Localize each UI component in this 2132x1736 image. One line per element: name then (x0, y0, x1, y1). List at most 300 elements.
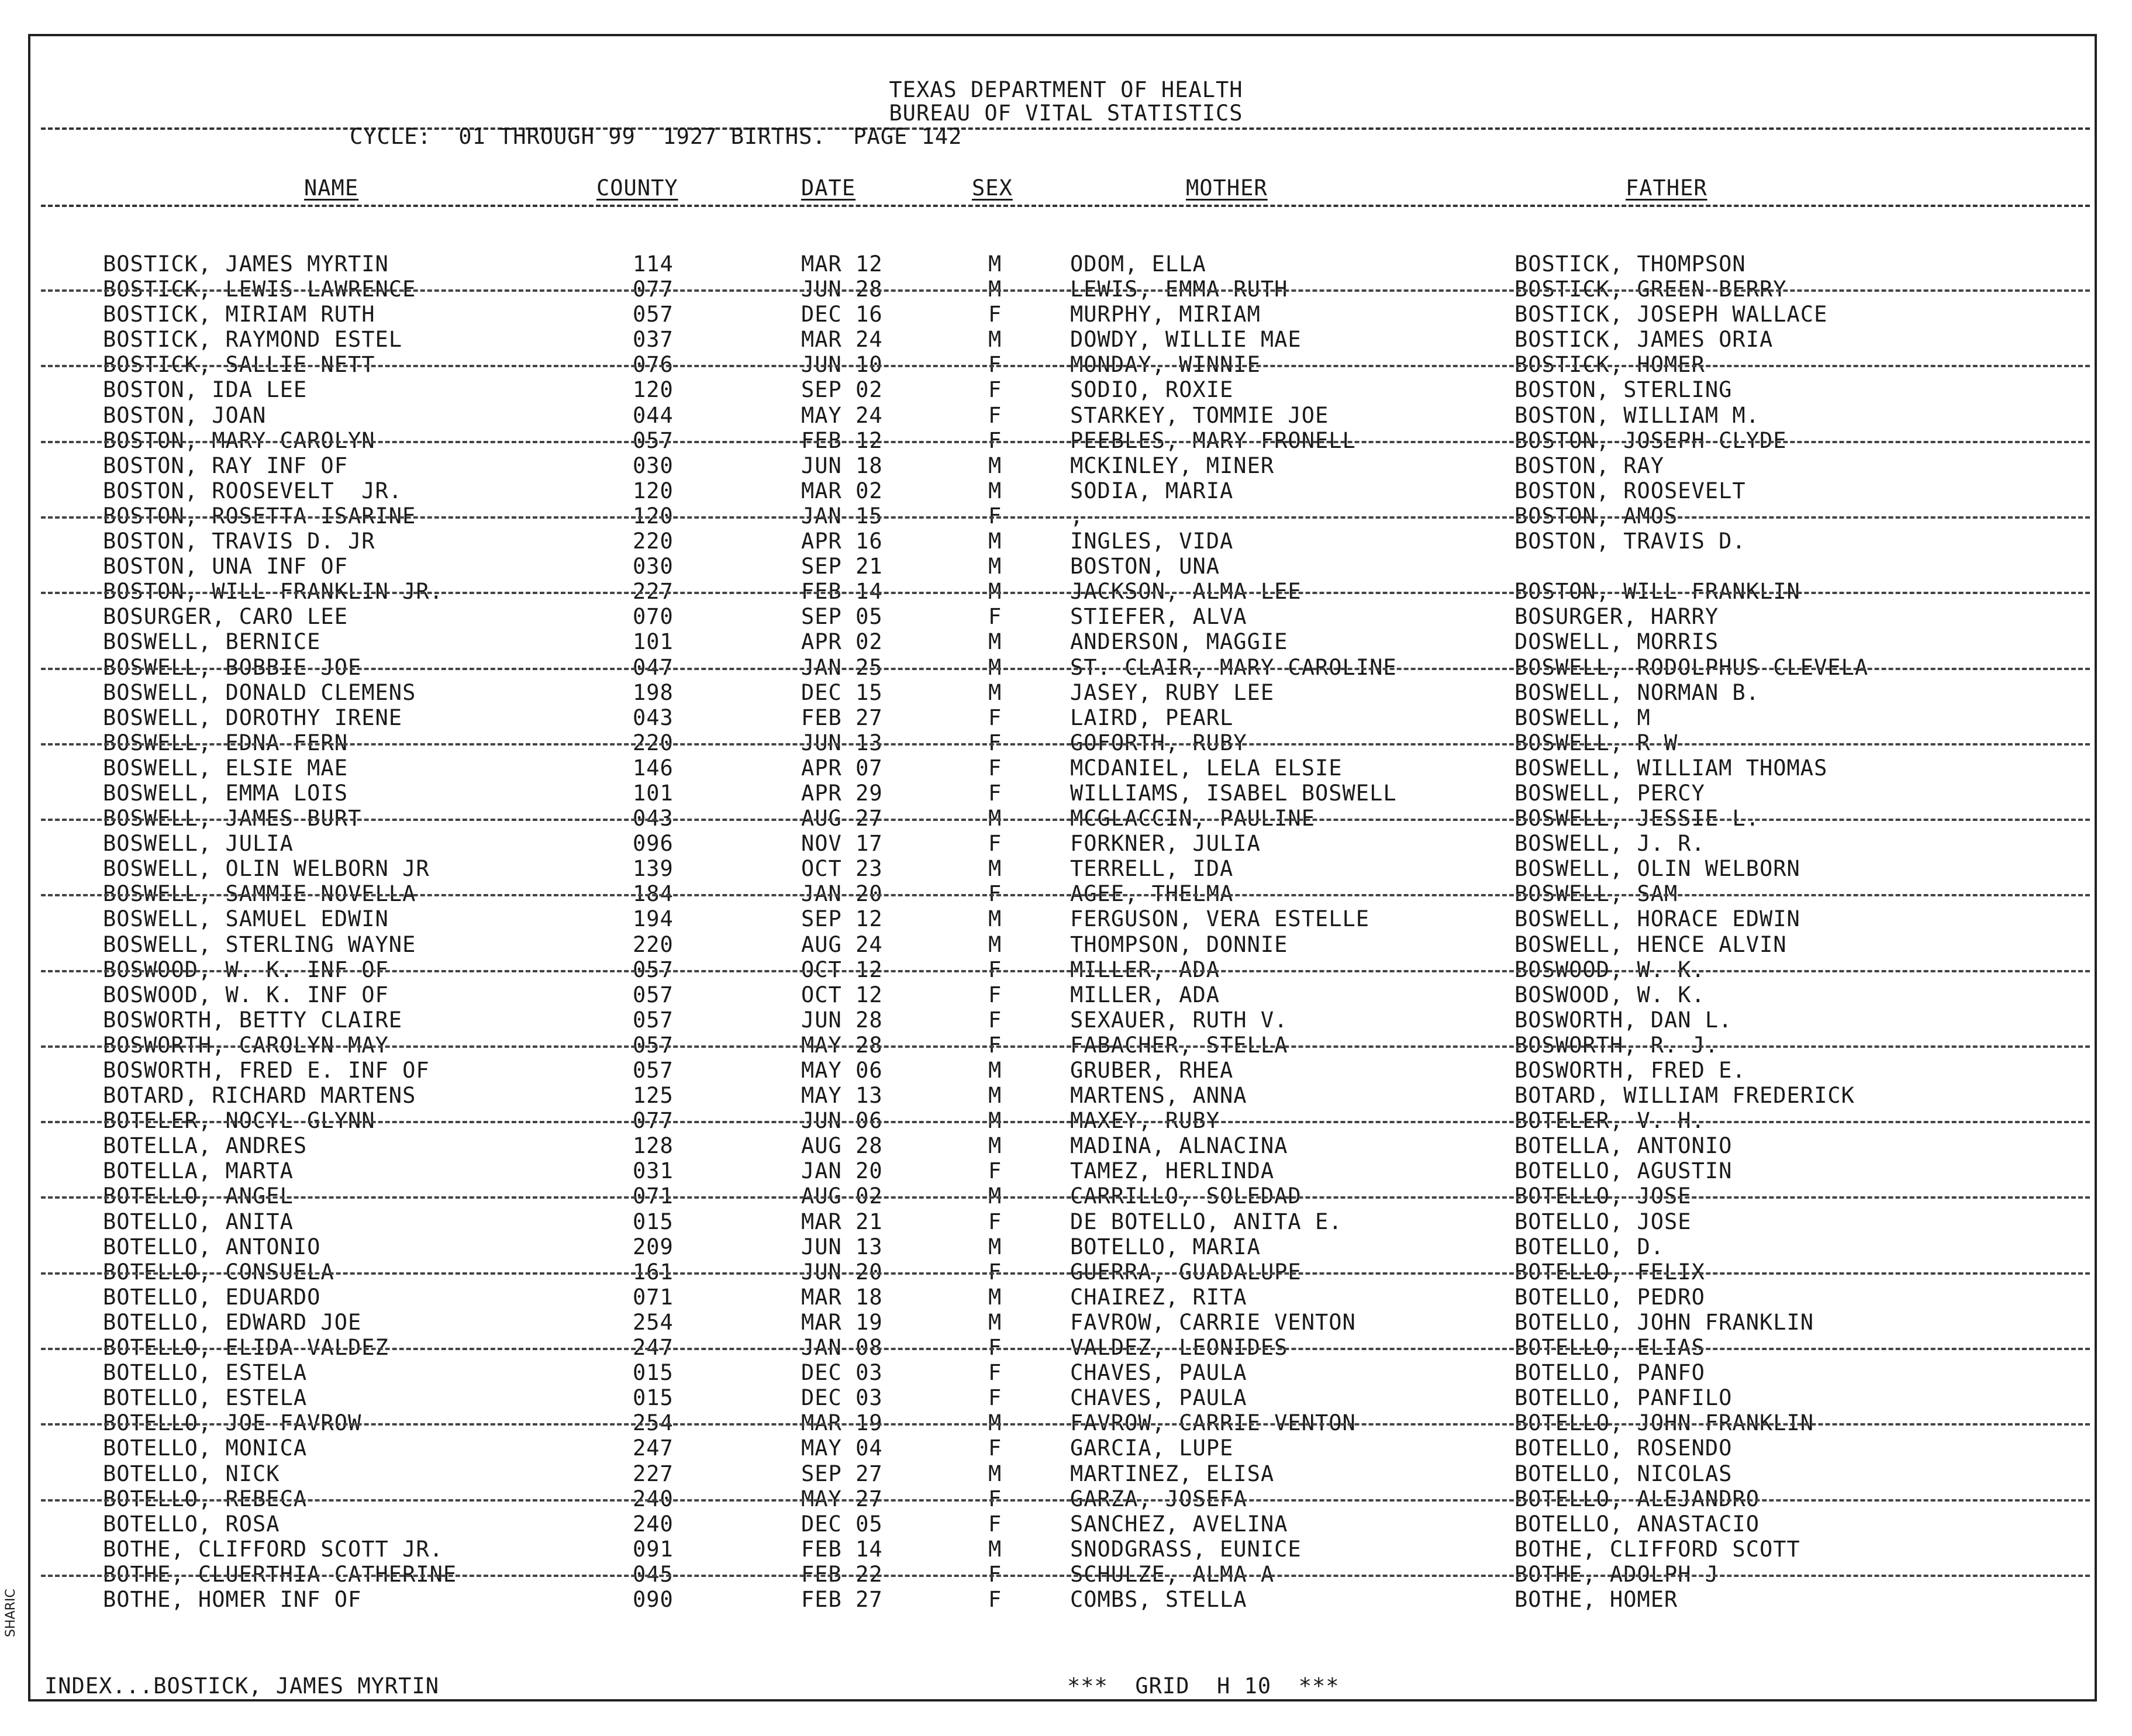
record-row (0, 453, 2132, 478)
cycle-line: CYCLE: 01 THROUGH 99 1927 BIRTHS. PAGE 142 (350, 124, 962, 149)
record-county: 057 (633, 1007, 674, 1033)
record-date: OCT 23 (801, 856, 883, 882)
record-date: DEC 03 (801, 1360, 883, 1386)
record-name: BOSTICK, JAMES MYRTIN (103, 251, 389, 277)
record-mother: ANDERSON, MAGGIE (1070, 629, 1288, 655)
record-row (0, 906, 2132, 931)
record-sex: F (988, 1007, 1002, 1033)
record-row (0, 781, 2132, 806)
record-row (0, 932, 2132, 957)
record-mother: JASEY, RUBY LEE (1070, 679, 1275, 705)
record-county: 015 (633, 1209, 674, 1234)
record-mother: TERRELL, IDA (1070, 856, 1234, 882)
record-row (0, 1461, 2132, 1486)
record-father: BOSTON, STERLING (1515, 377, 1733, 403)
record-row (0, 806, 2132, 831)
column-header-father: FATHER (1626, 175, 1707, 201)
record-county: 030 (633, 554, 674, 579)
record-name: BOSTON, ROSETTA ISARINE (103, 503, 416, 529)
record-sex: M (988, 629, 1002, 655)
record-mother: CARRILLO, SOLEDAD (1070, 1183, 1302, 1209)
record-name: BOSWOOD, W. K. INF OF (103, 957, 389, 982)
record-mother: ST. CLAIR, MARY CAROLINE (1070, 654, 1397, 680)
record-date: JUN 28 (801, 1007, 883, 1033)
record-county: 057 (633, 957, 674, 982)
footer-index: INDEX...BOSTICK, JAMES MYRTIN (44, 1673, 440, 1699)
record-name: BOSTICK, MIRIAM RUTH (103, 302, 375, 327)
record-mother: DE BOTELLO, ANITA E. (1070, 1209, 1343, 1234)
record-row (0, 327, 2132, 352)
record-county: 247 (633, 1435, 674, 1461)
record-name: BOSTON, IDA LEE (103, 377, 308, 403)
record-county: 120 (633, 377, 674, 403)
record-sex: M (988, 654, 1002, 680)
record-father: BOSTICK, GREEN BERRY (1515, 277, 1787, 302)
record-county: 057 (633, 427, 674, 453)
record-mother: MCGLACCIN, PAULINE (1070, 806, 1315, 831)
record-county: 071 (633, 1284, 674, 1310)
record-name: BOSWELL, OLIN WELBORN JR (103, 856, 430, 882)
record-sex: M (988, 1108, 1002, 1134)
record-sex: M (988, 1536, 1002, 1562)
record-father: BOTELLO, ALEJANDRO (1515, 1486, 1760, 1511)
record-row (0, 1562, 2132, 1587)
record-mother: FAVROW, CARRIE VENTON (1070, 1309, 1356, 1335)
record-date: JAN 15 (801, 503, 883, 529)
record-father: BOSTON, JOSEPH CLYDE (1515, 427, 1787, 453)
record-county: 043 (633, 705, 674, 730)
record-county: 101 (633, 629, 674, 655)
record-row (0, 1435, 2132, 1461)
record-row (0, 302, 2132, 327)
record-name: BOTELLA, ANDRES (103, 1133, 308, 1159)
record-name: BOSTON, JOAN (103, 402, 267, 428)
record-sex: M (988, 931, 1002, 957)
record-sex: M (988, 1410, 1002, 1436)
record-name: BOTELLO, ESTELA (103, 1385, 308, 1411)
record-date: DEC 05 (801, 1511, 883, 1537)
record-father: BOSTON, WILLIAM M. (1515, 402, 1760, 428)
record-row (0, 1486, 2132, 1511)
record-mother: DOWDY, WILLIE MAE (1070, 327, 1302, 353)
record-sex: F (988, 831, 1002, 857)
record-mother: BOSTON, UNA (1070, 554, 1220, 579)
record-name: BOSWELL, EMMA LOIS (103, 780, 348, 806)
record-county: 057 (633, 302, 674, 327)
record-county: 101 (633, 780, 674, 806)
records-list (0, 251, 2132, 1612)
column-header-separator (41, 205, 2090, 207)
record-row (0, 352, 2132, 377)
record-father: BOTHE, CLIFFORD SCOTT (1515, 1536, 1800, 1562)
record-mother: JACKSON, ALMA LEE (1070, 579, 1302, 605)
record-mother: MCDANIEL, LELA ELSIE (1070, 755, 1343, 781)
record-name: BOSWORTH, FRED E. INF OF (103, 1058, 430, 1083)
record-county: 015 (633, 1385, 674, 1411)
record-county: 220 (633, 931, 674, 957)
record-mother: AGEE, THELMA (1070, 881, 1234, 907)
record-date: JUN 06 (801, 1108, 883, 1134)
record-father: BOSTICK, HOMER (1515, 352, 1705, 378)
record-mother: STARKEY, TOMMIE JOE (1070, 402, 1329, 428)
record-mother: LAIRD, PEARL (1070, 705, 1234, 730)
record-date: JAN 25 (801, 654, 883, 680)
record-father: BOSWELL, NORMAN B. (1515, 679, 1760, 705)
record-mother: MILLER, ADA (1070, 982, 1220, 1007)
record-date: SEP 02 (801, 377, 883, 403)
record-county: 227 (633, 579, 674, 605)
record-sex: F (988, 503, 1002, 529)
record-mother: MILLER, ADA (1070, 957, 1220, 982)
record-row (0, 579, 2132, 604)
record-father: BOTELLO, FELIX (1515, 1259, 1705, 1285)
record-name: BOTELLO, MONICA (103, 1435, 308, 1461)
record-father: BOTELLO, JOHN FRANKLIN (1515, 1410, 1814, 1436)
record-sex: F (988, 402, 1002, 428)
record-county: 125 (633, 1083, 674, 1109)
record-row (0, 428, 2132, 453)
record-father: BOSTICK, JOSEPH WALLACE (1515, 302, 1828, 327)
record-sex: F (988, 730, 1002, 755)
record-row (0, 1183, 2132, 1209)
record-mother: GARCIA, LUPE (1070, 1435, 1234, 1461)
record-row (0, 1537, 2132, 1562)
record-father: BOSWELL, M (1515, 705, 1651, 730)
record-name: BOSWELL, BERNICE (103, 629, 321, 655)
record-father: DOSWELL, MORRIS (1515, 629, 1719, 655)
record-county: 096 (633, 831, 674, 857)
record-row (0, 1209, 2132, 1234)
record-date: FEB 27 (801, 705, 883, 730)
record-name: BOTHE, CLIFFORD SCOTT JR. (103, 1536, 443, 1562)
record-row (0, 1259, 2132, 1285)
record-sex: M (988, 1234, 1002, 1259)
record-sex: M (988, 453, 1002, 478)
record-father: BOTELLO, AGUSTIN (1515, 1158, 1733, 1184)
column-header-name: NAME (304, 175, 359, 201)
record-father: BOSURGER, HARRY (1515, 604, 1719, 630)
record-name: BOTELLO, ANGEL (103, 1183, 294, 1209)
record-county: 220 (633, 529, 674, 554)
record-father: BOSWORTH, DAN L. (1515, 1007, 1733, 1033)
record-father: BOSWELL, RODOLPHUS CLEVELA (1515, 654, 1869, 680)
record-father: BOSWELL, WILLIAM THOMAS (1515, 755, 1828, 781)
record-name: BOSWELL, BOBBIE JOE (103, 654, 362, 680)
record-row (0, 277, 2132, 302)
record-mother: INGLES, VIDA (1070, 529, 1234, 554)
record-sex: M (988, 327, 1002, 353)
record-sex: M (988, 856, 1002, 882)
header-bureau: BUREAU OF VITAL STATISTICS (889, 101, 1243, 126)
record-date: AUG 27 (801, 806, 883, 831)
record-father: BOSTICK, THOMPSON (1515, 251, 1746, 277)
record-sex: F (988, 780, 1002, 806)
record-county: 120 (633, 478, 674, 503)
record-row (0, 982, 2132, 1007)
record-mother: BOTELLO, MARIA (1070, 1234, 1261, 1259)
record-row (0, 1133, 2132, 1158)
record-row (0, 1234, 2132, 1259)
record-date: AUG 02 (801, 1183, 883, 1209)
record-county: 254 (633, 1309, 674, 1335)
column-header-date: DATE (801, 175, 856, 201)
record-father: BOTELER, V. H. (1515, 1108, 1705, 1134)
record-sex: F (988, 1259, 1002, 1285)
record-mother: , (1070, 503, 1084, 529)
record-row (0, 251, 2132, 277)
record-date: JUN 28 (801, 277, 883, 302)
record-mother: FERGUSON, VERA ESTELLE (1070, 906, 1370, 932)
record-mother: LEWIS, EMMA RUTH (1070, 277, 1288, 302)
record-row (0, 957, 2132, 982)
record-sex: F (988, 1385, 1002, 1411)
record-row (0, 529, 2132, 554)
record-date: APR 02 (801, 629, 883, 655)
record-name: BOSWELL, EDNA FERN (103, 730, 348, 755)
record-mother: MAXEY, RUBY (1070, 1108, 1220, 1134)
record-mother: MADINA, ALNACINA (1070, 1133, 1288, 1159)
record-father: BOTHE, ADOLPH J (1515, 1561, 1719, 1587)
record-father: BOSWORTH, FRED E. (1515, 1058, 1746, 1083)
record-father: BOSWELL, HORACE EDWIN (1515, 906, 1800, 932)
record-sex: M (988, 529, 1002, 554)
record-father: BOSWELL, OLIN WELBORN (1515, 856, 1800, 882)
record-father: BOSTON, WILL FRANKLIN (1515, 579, 1800, 605)
record-date: SEP 12 (801, 906, 883, 932)
record-row (0, 1007, 2132, 1033)
record-name: BOTELLO, ESTELA (103, 1360, 308, 1386)
record-mother: ODOM, ELLA (1070, 251, 1206, 277)
record-date: DEC 03 (801, 1385, 883, 1411)
record-sex: F (988, 1586, 1002, 1612)
record-row (0, 881, 2132, 906)
record-father: BOSTON, RAY (1515, 453, 1665, 478)
record-sex: M (988, 251, 1002, 277)
record-date: JUN 20 (801, 1259, 883, 1285)
record-row (0, 1058, 2132, 1083)
record-date: AUG 24 (801, 931, 883, 957)
record-row (0, 1385, 2132, 1410)
record-sex: F (988, 1335, 1002, 1361)
record-county: 227 (633, 1461, 674, 1486)
record-date: MAY 06 (801, 1058, 883, 1083)
record-sex: M (988, 906, 1002, 932)
record-row (0, 478, 2132, 503)
record-row (0, 1511, 2132, 1537)
record-sex: F (988, 427, 1002, 453)
record-name: BOSTON, WILL FRANKLIN JR. (103, 579, 443, 605)
record-date: FEB 14 (801, 579, 883, 605)
record-row (0, 730, 2132, 755)
record-date: JUN 13 (801, 730, 883, 755)
record-father: BOTELLA, ANTONIO (1515, 1133, 1733, 1159)
record-date: JAN 08 (801, 1335, 883, 1361)
record-name: BOTELLO, ELIDA VALDEZ (103, 1335, 389, 1361)
record-name: BOTELLO, ANITA (103, 1209, 294, 1234)
record-mother: STIEFER, ALVA (1070, 604, 1247, 630)
column-header-county: COUNTY (596, 175, 678, 201)
record-father: BOSWELL, HENCE ALVIN (1515, 931, 1787, 957)
record-mother: SODIA, MARIA (1070, 478, 1234, 503)
record-name: BOTELLO, CONSUELA (103, 1259, 334, 1285)
record-county: 057 (633, 1058, 674, 1083)
record-county: 128 (633, 1133, 674, 1159)
record-name: BOTELLO, ROSA (103, 1511, 280, 1537)
record-sex: M (988, 1083, 1002, 1109)
record-mother: CHAIREZ, RITA (1070, 1284, 1247, 1310)
record-county: 043 (633, 806, 674, 831)
record-date: APR 29 (801, 780, 883, 806)
record-date: MAY 28 (801, 1032, 883, 1058)
column-header-mother: MOTHER (1186, 175, 1268, 201)
record-row (0, 831, 2132, 856)
record-name: BOSWELL, DONALD CLEMENS (103, 679, 416, 705)
record-sex: F (988, 1360, 1002, 1386)
record-mother: GOFORTH, RUBY (1070, 730, 1247, 755)
record-county: 184 (633, 881, 674, 907)
record-name: BOTELER, NOCYL GLYNN (103, 1108, 375, 1134)
record-sex: F (988, 755, 1002, 781)
record-county: 090 (633, 1586, 674, 1612)
record-row (0, 503, 2132, 529)
record-sex: M (988, 579, 1002, 605)
record-date: MAR 21 (801, 1209, 883, 1234)
record-father: BOSWELL, JESSIE L. (1515, 806, 1760, 831)
record-row (0, 1108, 2132, 1133)
record-sex: M (988, 1284, 1002, 1310)
record-date: MAR 19 (801, 1309, 883, 1335)
record-father: BOTELLO, D. (1515, 1234, 1665, 1259)
record-mother: VALDEZ, LEONIDES (1070, 1335, 1288, 1361)
record-county: 071 (633, 1183, 674, 1209)
record-father: BOSWOOD, W. K. (1515, 957, 1705, 982)
record-father: BOSTON, AMOS (1515, 503, 1678, 529)
record-row (0, 856, 2132, 881)
record-date: JUN 18 (801, 453, 883, 478)
record-mother: GRUBER, RHEA (1070, 1058, 1234, 1083)
record-mother: FABACHER, STELLA (1070, 1032, 1288, 1058)
record-father: BOTELLO, PANFILO (1515, 1385, 1733, 1411)
record-father: BOTELLO, ELIAS (1515, 1335, 1705, 1361)
header-department: TEXAS DEPARTMENT OF HEALTH (889, 77, 1243, 102)
record-county: 057 (633, 982, 674, 1007)
record-mother: SODIO, ROXIE (1070, 377, 1234, 403)
record-name: BOTELLO, NICK (103, 1461, 280, 1486)
column-header-sex: SEX (972, 175, 1013, 201)
record-mother: MARTINEZ, ELISA (1070, 1461, 1275, 1486)
record-county: 120 (633, 503, 674, 529)
record-county: 030 (633, 453, 674, 478)
record-father: BOSTON, TRAVIS D. (1515, 529, 1746, 554)
record-mother: TAMEZ, HERLINDA (1070, 1158, 1275, 1184)
record-name: BOTELLO, EDWARD JOE (103, 1309, 362, 1335)
record-name: BOSWORTH, BETTY CLAIRE (103, 1007, 403, 1033)
record-date: JAN 20 (801, 1158, 883, 1184)
record-name: BOSTON, MARY CAROLYN (103, 427, 375, 453)
record-mother: SNODGRASS, EUNICE (1070, 1536, 1302, 1562)
record-county: 247 (633, 1335, 674, 1361)
record-father: BOTELLO, NICOLAS (1515, 1461, 1733, 1486)
record-name: BOTELLO, ANTONIO (103, 1234, 321, 1259)
record-name: BOSTICK, LEWIS LAWRENCE (103, 277, 416, 302)
record-county: 254 (633, 1410, 674, 1436)
record-sex: F (988, 1511, 1002, 1537)
record-father: BOTARD, WILLIAM FREDERICK (1515, 1083, 1855, 1109)
record-name: BOTELLO, JOE FAVROW (103, 1410, 362, 1436)
record-row (0, 554, 2132, 579)
record-row (0, 377, 2132, 402)
record-sex: F (988, 982, 1002, 1007)
record-father: BOSWELL, R W (1515, 730, 1678, 755)
record-date: MAR 24 (801, 327, 883, 353)
record-father: BOSTON, ROOSEVELT (1515, 478, 1746, 503)
record-mother: MONDAY, WINNIE (1070, 352, 1261, 378)
record-name: BOSWOOD, W. K. INF OF (103, 982, 389, 1007)
record-mother: SANCHEZ, AVELINA (1070, 1511, 1288, 1537)
record-mother: GARZA, JOSEFA (1070, 1486, 1247, 1511)
record-county: 161 (633, 1259, 674, 1285)
record-name: BOTARD, RICHARD MARTENS (103, 1083, 416, 1109)
record-row (0, 629, 2132, 654)
record-date: JUN 13 (801, 1234, 883, 1259)
record-row (0, 1410, 2132, 1435)
record-father: BOTELLO, JOSE (1515, 1209, 1692, 1234)
record-date: NOV 17 (801, 831, 883, 857)
record-father: BOTELLO, ROSENDO (1515, 1435, 1733, 1461)
record-date: APR 16 (801, 529, 883, 554)
record-sex: F (988, 377, 1002, 403)
record-row (0, 1158, 2132, 1183)
record-date: DEC 15 (801, 679, 883, 705)
record-sex: M (988, 1058, 1002, 1083)
footer-grid: *** GRID H 10 *** (1067, 1673, 1340, 1699)
record-date: MAY 24 (801, 402, 883, 428)
record-sex: M (988, 478, 1002, 503)
record-name: BOSTON, ROOSEVELT JR. (103, 478, 403, 503)
record-date: JUN 10 (801, 352, 883, 378)
record-row (0, 655, 2132, 680)
record-mother: GUERRA, GUADALUPE (1070, 1259, 1302, 1285)
record-mother: FAVROW, CARRIE VENTON (1070, 1410, 1356, 1436)
record-name: BOTHE, HOMER INF OF (103, 1586, 362, 1612)
record-sex: M (988, 277, 1002, 302)
record-mother: MCKINLEY, MINER (1070, 453, 1275, 478)
record-county: 194 (633, 906, 674, 932)
record-name: BOSTON, TRAVIS D. JR (103, 529, 375, 554)
record-date: SEP 27 (801, 1461, 883, 1486)
record-name: BOTELLO, REBECA (103, 1486, 308, 1511)
record-father: BOTELLO, PEDRO (1515, 1284, 1705, 1310)
record-sex: F (988, 604, 1002, 630)
record-date: MAR 18 (801, 1284, 883, 1310)
record-county: 220 (633, 730, 674, 755)
record-county: 015 (633, 1360, 674, 1386)
record-date: DEC 16 (801, 302, 883, 327)
header-separator (41, 127, 2090, 130)
record-date: FEB 14 (801, 1536, 883, 1562)
record-county: 045 (633, 1561, 674, 1587)
record-sex: F (988, 302, 1002, 327)
record-name: BOTELLA, MARTA (103, 1158, 294, 1184)
record-name: BOTHE, CLUERTHIA CATHERINE (103, 1561, 457, 1587)
record-date: OCT 12 (801, 957, 883, 982)
record-sex: F (988, 352, 1002, 378)
record-county: 198 (633, 679, 674, 705)
record-date: SEP 05 (801, 604, 883, 630)
record-date: FEB 12 (801, 427, 883, 453)
record-name: BOSWELL, STERLING WAYNE (103, 931, 416, 957)
record-county: 076 (633, 352, 674, 378)
